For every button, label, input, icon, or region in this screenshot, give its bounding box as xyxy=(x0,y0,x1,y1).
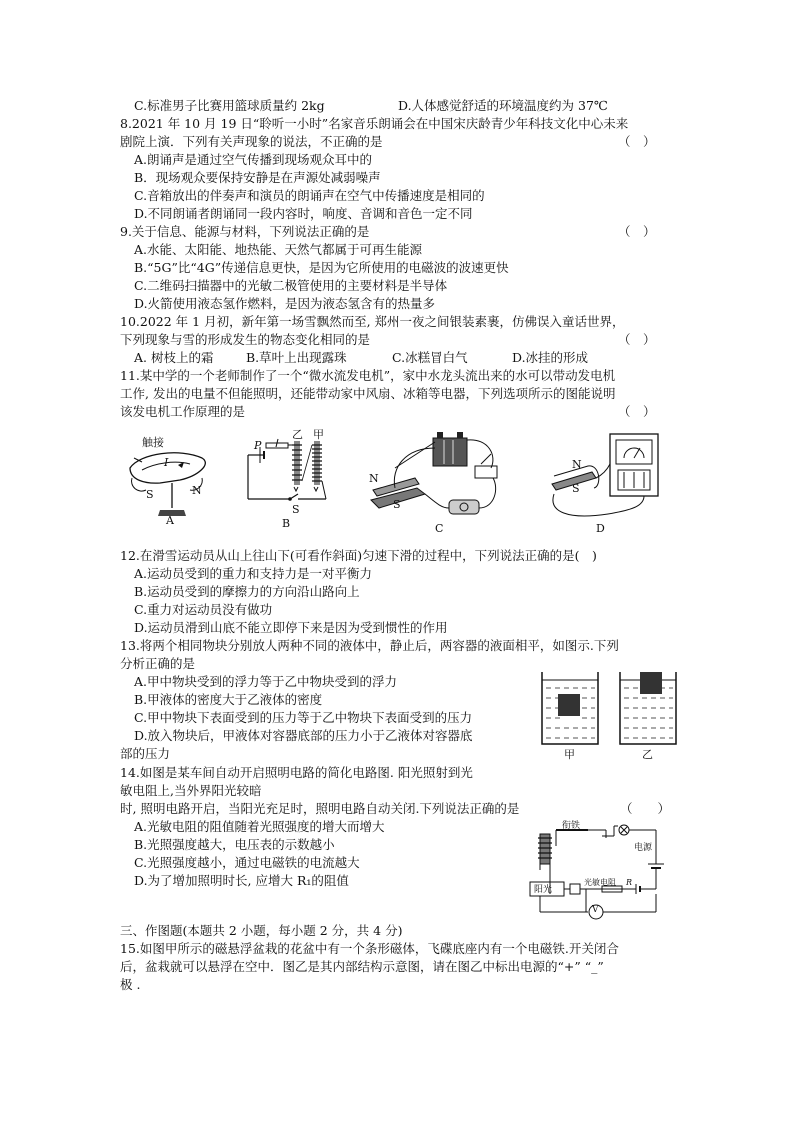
q11-figure-c xyxy=(365,428,515,538)
q8-option-b: B．现场观众要保持安静是在声源处减弱噪声 xyxy=(134,170,381,185)
q9-option-b: B.“5G”比“4G”传递信息更快，是因为它所使用的电磁波的波速更快 xyxy=(134,260,509,275)
q7-option-d: D.人体感觉舒适的环境温度约为 37℃ xyxy=(398,98,608,113)
q11-stem: 11.某中学的一个老师制作了一个“微水流发电机”，家中水龙头流出来的水可以带动发电机 xyxy=(120,368,616,383)
q11d-label-n: N xyxy=(572,458,582,471)
q11b-label-s: S xyxy=(292,503,300,516)
q9-option-a: A.水能、太阳能、地热能、天然气都属于可再生能源 xyxy=(134,242,423,257)
q9-answer-bracket: （ ） xyxy=(618,224,656,239)
q11a-label-n: N xyxy=(192,484,202,497)
q13-option-b: B.甲液体的密度大于乙液体的密度 xyxy=(134,692,323,707)
q12-option-d: D.运动员滑到山底不能立即停下来是因为受到惯性的作用 xyxy=(134,620,448,635)
q10-stem: 10.2022 年 1 月初，新年第一场雪飘然而至, 郑州一夜之间银装素裹，仿佛误入童话世界， xyxy=(120,314,625,329)
q11d-figure-label: D xyxy=(596,522,605,535)
q13-option-d-cont: 部的压力 xyxy=(120,746,171,761)
q8-option-a: A.朗诵声是通过空气传播到现场观众耳中的 xyxy=(134,152,373,167)
q10-option-d: D.冰挂的形成 xyxy=(512,350,589,365)
q11c-label-n: N xyxy=(369,472,379,485)
q8-answer-bracket: （ ） xyxy=(618,134,656,149)
q10-answer-bracket: （ ） xyxy=(618,332,656,347)
q12-stem: 12.在滑雪运动员从山上往山下(可看作斜面)匀速下滑的过程中，下列说法正确的是( ) xyxy=(120,548,597,563)
q11c-figure-label: C xyxy=(435,522,444,535)
q11a-label-contact: 触接 xyxy=(142,436,164,449)
q10-stem-cont: 下列现象与雪的形成发生的物态变化相同的是 xyxy=(120,332,371,347)
q13-option-a: A.甲中物块受到的浮力等于乙中物块受到的浮力 xyxy=(134,674,398,689)
q7-option-c: C.标准男子比赛用篮球质量约 2kg xyxy=(134,98,325,113)
q11c-label-s: S xyxy=(393,498,401,511)
section-3-title: 三、作图题(本题共 2 小题，每小题 2 分，共 4 分) xyxy=(120,923,403,938)
q10-option-c: C.冰糕冒白气 xyxy=(392,350,468,365)
q11b-label-jia: 甲 xyxy=(313,428,324,441)
q14-option-c: C.光照强度越小，通过电磁铁的电流越大 xyxy=(134,855,360,870)
q11-figure-a xyxy=(120,428,220,528)
q14-option-d: D.为了增加照明时长, 应增大 R₁的阻值 xyxy=(134,873,349,888)
q14-option-b: B.光照强度越大，电压表的示数越小 xyxy=(134,837,335,852)
q14-label-r: R xyxy=(626,878,633,887)
q13-option-d: D.放入物块后，甲液体对容器底部的压力小于乙液体对容器底 xyxy=(134,728,473,743)
q11b-label-p: P xyxy=(254,439,262,452)
q8-option-c: C.音箱放出的伴奏声和演员的朗诵声在空气中传播速度是相同的 xyxy=(134,188,485,203)
q11b-label-yi: 乙 xyxy=(292,428,303,441)
q13-figure xyxy=(536,664,686,764)
q15-stem-cont2: 极 . xyxy=(120,977,141,992)
q11b-figure-label: B xyxy=(282,517,291,530)
q9-option-d: D.火箭使用液态氢作燃料，是因为液态氢含有的热量多 xyxy=(134,296,436,311)
q14-label-power: 电源 xyxy=(634,843,653,853)
q11-figure-b xyxy=(238,425,338,531)
q9-option-c: C.二维码扫描器中的光敏二极管使用的主要材料是半导体 xyxy=(134,278,448,293)
q12-option-b: B.运动员受到的摩擦力的方向沿山路向上 xyxy=(134,584,360,599)
q12-option-a: A.运动员受到的重力和支持力是一对平衡力 xyxy=(134,566,373,581)
q11-stem-cont: 工作, 发出的电量不但能照明，还能带动家中风扇、冰箱等电器，下列选项所示的图能说明 xyxy=(120,386,616,401)
q13-label-jia: 甲 xyxy=(564,748,575,761)
q14-label-armature: 衔铁 xyxy=(562,821,581,831)
q8-option-d: D.不同朗诵者朗诵同一段内容时，响度、音调和音色一定不同 xyxy=(134,206,473,221)
q12-option-c: C.重力对运动员没有做功 xyxy=(134,602,273,617)
q11a-label-s: S xyxy=(146,488,154,501)
q9-stem: 9.关于信息、能源与材料，下列说法正确的是 xyxy=(120,224,370,239)
q11-answer-bracket: （ ） xyxy=(618,404,656,419)
q14-label-voltmeter: V xyxy=(592,905,599,915)
q11-stem-cont2: 该发电机工作原理的是 xyxy=(120,404,246,419)
q15-stem: 15.如图甲所示的磁悬浮盆栽的花盆中有一个条形磁体，飞碟底座内有一个电磁铁.开关闭合 xyxy=(120,941,619,956)
q14-option-a: A.光敏电阻的阻值随着光照强度的增大而增大 xyxy=(134,819,385,834)
q14-label-sunlight: 阳光 xyxy=(534,885,553,895)
q14-stem: 14.如图是某车间自动开启照明电路的简化电路图. 阳光照射到光 xyxy=(120,765,473,780)
q11a-figure-label: A xyxy=(166,514,174,527)
q15-stem-cont: 后，盆栽就可以悬浮在空中．图乙是其内部结构示意图，请在图乙中标出电源的“+” “_” xyxy=(120,959,604,974)
q10-option-a: A. 树枝上的霜 xyxy=(134,350,214,365)
q8-stem: 8.2021 年 10 月 19 日“聆听一小时”名家音乐朗诵会在中国宋庆龄青少年科技文化中心未来 xyxy=(120,116,629,131)
q13-label-yi: 乙 xyxy=(642,748,653,761)
q13-stem-cont: 分析正确的是 xyxy=(120,656,196,671)
q11a-label-current: I xyxy=(164,456,169,469)
q11d-label-s: S xyxy=(572,482,580,495)
q14-answer-bracket: （ ） xyxy=(620,801,671,816)
q11-figure-d xyxy=(548,428,678,538)
q14-label-photoresistor: 光敏电阻 xyxy=(584,878,616,887)
q14-circuit-figure xyxy=(526,821,676,920)
q14-stem-cont: 敏电阻上,当外界阳光较暗 xyxy=(120,783,262,798)
q10-option-b: B.草叶上出现露珠 xyxy=(246,350,347,365)
q13-option-c: C.甲中物块下表面受到的压力等于乙中物块下表面受到的压力 xyxy=(134,710,473,725)
q14-stem-cont2: 时, 照明电路开启，当阳光充足时，照明电路自动关闭.下列说法正确的是 xyxy=(120,801,520,816)
q13-stem: 13.将两个相同物块分别放人两种不同的液体中，静止后，两容器的液面相平，如图示.下列 xyxy=(120,638,619,653)
q8-stem-cont: 剧院上演．下列有关声现象的说法，不正确的是 xyxy=(120,134,383,149)
